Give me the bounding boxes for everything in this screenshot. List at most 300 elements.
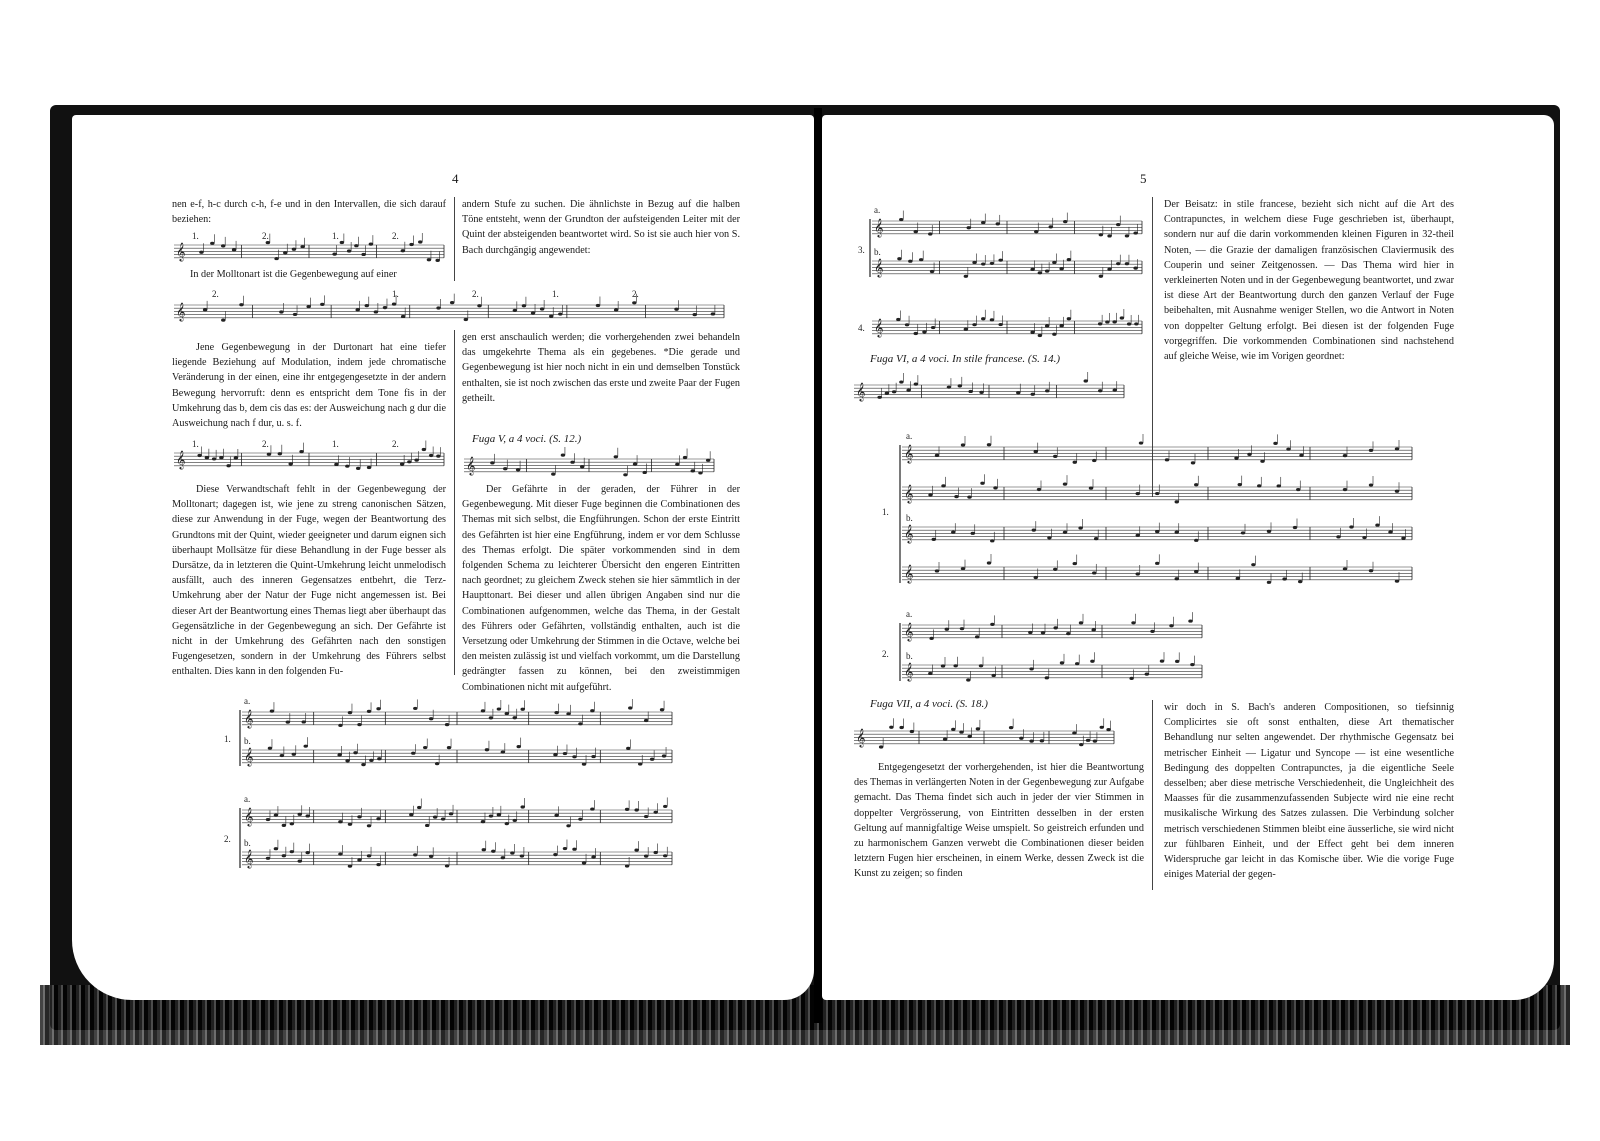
note-head (1094, 537, 1098, 540)
note-head (226, 464, 230, 467)
note-head (654, 851, 658, 854)
column-divider (454, 330, 455, 675)
note-head (1079, 743, 1083, 746)
note-head (447, 746, 451, 749)
column-divider (454, 197, 455, 281)
note-head (1034, 450, 1038, 453)
note-head (563, 847, 567, 850)
note-head (625, 808, 629, 811)
note-head (274, 814, 278, 817)
music-example-1 (172, 227, 448, 269)
note-head (947, 386, 951, 389)
note-head (941, 664, 945, 667)
note-head (520, 805, 524, 808)
note-head (197, 454, 201, 457)
note-head (972, 261, 976, 264)
note-head (1293, 526, 1297, 529)
note-head (1072, 731, 1076, 734)
note-head (288, 462, 292, 465)
note-head (931, 326, 935, 329)
note-head (1257, 484, 1261, 487)
note-head (1236, 577, 1240, 580)
note-head (501, 856, 505, 859)
note-head (1030, 330, 1034, 333)
note-head (1155, 562, 1159, 565)
note-head (1369, 449, 1373, 452)
note-head (578, 722, 582, 725)
note-head (591, 755, 595, 758)
note-head (1078, 526, 1082, 529)
note-head (376, 707, 380, 710)
clef-glyph: 𝄞 (856, 382, 866, 401)
note-head (1089, 487, 1093, 490)
note-head (908, 260, 912, 263)
left-col1-para4: Diese Verwandtschaft fehlt in der Gegenbewegung der Molltonart; dagegen ist, wie jene zu streng canonischen Sätzen, diese zur Anwendung in der Fuge, wegen der Beantwortung des Grundtons mit der Quint, wieder geeigneter und darum eignen sich überhaupt Mollsätze für diese Behandlung in der Fuge besser als Dursätze, da in letzteren die Quint-Umkehrung leicht unmelodisch ausfällt, auch des inneren Gegensatzes entbehrt, die Terz-Umkehrung aber der Natur der Fuge nicht angemessen ist. Bei dieser Art der Beantwortung eines Themas liegt aber überhaupt das Gegensätzliche in der Gegenbewegung an sich. Der Gefährte ist nicht in der Umkehrung des Gefährten nach den sonstigen Fugengesetzen, sondern in der Umkehrung des Führers selbst enthalten. Dies kann in den folgenden Fu- (172, 484, 446, 678)
note-head (582, 763, 586, 766)
note-head (1145, 672, 1149, 675)
note-head (505, 822, 509, 825)
note-head (967, 496, 971, 499)
note-head (644, 854, 648, 857)
left-col2-para2: gen erst anschaulich werden; die vorhergehenden zwei behandeln das umgekehrte Thema als ein gegebenes. *Die gerade und Gegenbewegung ist hier noch nicht in ein und demselben Tonstück enthalten, sie ist noch zwischen das erste und zweite Paar der Fugen getheilt. (462, 332, 740, 404)
note-head (968, 735, 972, 738)
note-head (1175, 660, 1179, 663)
note-head (1260, 460, 1264, 463)
note-head (572, 755, 576, 758)
note-head (1098, 322, 1102, 325)
note-head (490, 461, 494, 464)
note-head (1075, 662, 1079, 665)
note-head (1125, 262, 1129, 265)
note-head (899, 380, 903, 383)
note-head (1116, 223, 1120, 226)
note-head (943, 738, 947, 741)
note-head (981, 317, 985, 320)
note-head (266, 857, 270, 860)
note-head (369, 243, 373, 246)
note-head (638, 762, 642, 765)
note-head (367, 854, 371, 857)
right-col-top-text: Der Beisatz: in stile francese, bezieht sich nicht auf die Art des Contrapunctes, in welchem diese Fuge geschrieben ist, überhaupt, sondern nur auf die darin vorkommenden kleinen Figuren in 32-theil Noten, — die Grazie der damaligen französischen Claviermusik des Couperin und seiner Zeitgenossen. — Das Thema wird hier in verkleinerten Noten und in der Gegenbewegung beantwortet, und zwar ist diese Art der Beantwortung durch den ganzen Verlauf der Fuge beibehalten, mit Ausnahme weniger Stellen, wo die Antwort in Noten von doppelter Geltung erfolgt. Bei diesen ist der folgenden Fuge vorgegriffen. Die vorkommenden Combinationen sind nachstehend auf gleiche Weise, wie im Vorigen geordnet: (1164, 199, 1454, 363)
page-number: 4 (452, 171, 459, 186)
note-head (501, 750, 505, 753)
note-head (411, 752, 415, 755)
note-head (897, 257, 901, 260)
note-head (219, 456, 223, 459)
note-head (1034, 576, 1038, 579)
note-head (928, 493, 932, 496)
note-head (634, 848, 638, 851)
note-head (376, 817, 380, 820)
clef-glyph: 𝄞 (904, 524, 914, 543)
note-head (1194, 539, 1198, 542)
note-head (698, 471, 702, 474)
note-head (558, 312, 562, 315)
note-head (497, 707, 501, 710)
note-head (1165, 458, 1169, 461)
note-head (1047, 536, 1051, 539)
note-head (345, 465, 349, 468)
note-head (1129, 677, 1133, 680)
note-head (305, 851, 309, 854)
note-head (199, 251, 203, 254)
music-example-large-left (222, 690, 682, 900)
note-head (663, 805, 667, 808)
note-head (993, 486, 997, 489)
note-head (899, 218, 903, 221)
note-head (1175, 577, 1179, 580)
note-head (290, 850, 294, 853)
note-head (436, 306, 440, 309)
music-label: 2. (392, 231, 399, 241)
note-head (422, 448, 426, 451)
note-head (1107, 234, 1111, 237)
note-head (1045, 270, 1049, 273)
note-head (337, 753, 341, 756)
note-head (1084, 379, 1088, 382)
note-head (929, 637, 933, 640)
note-head (975, 635, 979, 638)
note-head (1273, 442, 1277, 445)
note-head (625, 864, 629, 867)
note-head (1113, 389, 1117, 392)
note-head (634, 808, 638, 811)
note-head (1343, 454, 1347, 457)
note-head (520, 708, 524, 711)
note-head (345, 759, 349, 762)
note-head (1063, 531, 1067, 534)
note-head (1038, 334, 1042, 337)
note-head (1092, 571, 1096, 574)
note-head (283, 251, 287, 254)
note-head (896, 318, 900, 321)
note-head (234, 456, 238, 459)
note-head (302, 720, 306, 723)
note-head (1032, 529, 1036, 532)
note-head (338, 853, 342, 856)
note-head (1134, 322, 1138, 325)
note-head (642, 471, 646, 474)
note-head (958, 384, 962, 387)
note-head (919, 258, 923, 261)
note-head (1041, 631, 1045, 634)
note-head (1091, 628, 1095, 631)
note-head (1053, 455, 1057, 458)
note-head (449, 812, 453, 815)
note-head (497, 813, 501, 816)
fuga-vii-caption: Fuga VII, a 4 voci. (S. 18.) (870, 698, 988, 710)
note-head (987, 443, 991, 446)
note-head (400, 462, 404, 465)
music-label: 2. (632, 289, 639, 299)
note-head (320, 303, 324, 306)
right-page (822, 115, 1554, 1000)
note-head (1191, 461, 1195, 464)
note-head (300, 245, 304, 248)
note-head (1099, 275, 1103, 278)
left-col1-para3: Jene Gegenbewegung in der Durtonart hat eine tiefer liegende Beziehung auf Modulation, indem jede chromatische Veränderung in der einen, eine ihr entgegengesetzte in der andern Bewegung hervorruft: denn es entspricht dem Tone fis in der Umkehrung das b, dem cis das es: der Ausweichung nach g dur die Ausweichung nach f dur, u. s. f. (172, 342, 446, 430)
note-head (274, 257, 278, 260)
note-head (632, 301, 636, 304)
note-head (1030, 268, 1034, 271)
note-head (905, 323, 909, 326)
note-head (334, 463, 338, 466)
note-head (450, 301, 454, 304)
music-label: 2. (882, 649, 889, 659)
note-head (998, 323, 1002, 326)
note-head (987, 561, 991, 564)
note-head (1169, 624, 1173, 627)
note-head (578, 818, 582, 821)
note-head (409, 813, 413, 816)
note-head (1045, 324, 1049, 327)
note-head (1105, 320, 1109, 323)
note-head (961, 443, 965, 446)
note-head (279, 310, 283, 313)
note-head (348, 711, 352, 714)
note-head (1031, 393, 1035, 396)
music-example-large-right (872, 425, 1432, 695)
note-head (554, 814, 558, 817)
music-label: b. (906, 651, 913, 661)
note-head (290, 822, 294, 825)
note-head (1067, 317, 1071, 320)
note-head (1029, 740, 1033, 743)
note-head (906, 389, 910, 392)
note-head (357, 858, 361, 861)
note-head (1045, 389, 1049, 392)
fuga-vi-caption: Fuga VI, a 4 voci. In stile francese. (S. 14.) (870, 353, 1061, 365)
note-head (1296, 488, 1300, 491)
note-head (1267, 530, 1271, 533)
note-head (1298, 580, 1302, 583)
note-head (981, 262, 985, 265)
note-head (971, 532, 975, 535)
music-label: 2. (262, 231, 269, 241)
note-head (489, 716, 493, 719)
note-head (491, 850, 495, 853)
note-head (1112, 320, 1116, 323)
note-head (885, 392, 889, 395)
note-head (1067, 258, 1071, 261)
music-label: 1. (552, 289, 559, 299)
note-head (590, 709, 594, 712)
note-head (614, 455, 618, 458)
note-head (425, 824, 429, 827)
left-col1-para1: nen e-f, h-c durch c-h, f-e und in den Intervallen, die sich darauf beziehen: (172, 199, 446, 226)
note-head (280, 754, 284, 757)
note-head (683, 456, 687, 459)
music-label: 3. (858, 245, 865, 255)
note-head (1092, 459, 1096, 462)
note-head (951, 531, 955, 534)
note-head (367, 466, 371, 469)
left-page (72, 115, 814, 1000)
note-head (991, 674, 995, 677)
music-label: 1. (192, 439, 199, 449)
note-head (267, 453, 271, 456)
note-head (1053, 568, 1057, 571)
note-head (357, 723, 361, 726)
note-head (305, 814, 309, 817)
note-head (1369, 483, 1373, 486)
music-fuga-vi-theme (852, 367, 1152, 407)
note-head (1238, 483, 1242, 486)
clef-glyph: 𝄞 (244, 807, 254, 826)
note-head (355, 308, 359, 311)
note-head (392, 302, 396, 305)
note-head (572, 848, 576, 851)
note-head (354, 244, 358, 247)
music-label: 1. (392, 289, 399, 299)
note-head (1133, 267, 1137, 270)
note-head (1028, 631, 1032, 634)
note-head (922, 330, 926, 333)
note-head (551, 473, 555, 476)
note-head (961, 567, 965, 570)
note-head (401, 315, 405, 318)
note-head (582, 861, 586, 864)
note-head (1133, 231, 1137, 234)
note-head (691, 469, 695, 472)
clef-glyph: 𝄞 (904, 622, 914, 641)
music-label: 2. (262, 439, 269, 449)
note-head (960, 627, 964, 630)
note-head (361, 253, 365, 256)
note-head (930, 270, 934, 273)
note-head (1136, 572, 1140, 575)
note-head (1282, 577, 1286, 580)
note-head (951, 728, 955, 731)
note-head (1395, 447, 1399, 450)
note-head (566, 824, 570, 827)
note-head (1100, 726, 1104, 729)
clef-glyph: 𝄞 (244, 849, 254, 868)
music-label: 1. (224, 734, 231, 744)
note-head (429, 855, 433, 858)
note-head (348, 823, 352, 826)
clef-glyph: 𝄞 (176, 242, 186, 261)
note-head (553, 753, 557, 756)
note-head (376, 863, 380, 866)
note-head (1037, 488, 1041, 491)
note-head (549, 315, 553, 318)
note-head (299, 450, 303, 453)
note-head (979, 391, 983, 394)
note-head (596, 304, 600, 307)
note-head (1160, 660, 1164, 663)
clef-glyph: 𝄞 (176, 450, 186, 469)
note-head (1194, 483, 1198, 486)
note-head (1049, 225, 1053, 228)
note-head (332, 253, 336, 256)
note-head (298, 860, 302, 863)
note-head (414, 458, 418, 461)
note-head (1286, 448, 1290, 451)
note-head (1375, 523, 1379, 526)
note-head (413, 853, 417, 856)
note-head (910, 730, 914, 733)
note-head (932, 538, 936, 541)
clef-glyph: 𝄞 (244, 747, 254, 766)
note-head (489, 814, 493, 817)
note-head (954, 495, 958, 498)
music-label: b. (874, 247, 881, 257)
note-head (941, 484, 945, 487)
note-head (340, 241, 344, 244)
clef-glyph: 𝄞 (466, 456, 476, 475)
column-divider (1152, 700, 1153, 890)
note-head (1139, 441, 1143, 444)
note-head (1038, 271, 1042, 274)
note-head (711, 312, 715, 315)
note-head (892, 390, 896, 393)
music-label: 2. (472, 289, 479, 299)
note-head (1188, 619, 1192, 622)
clef-glyph: 𝄞 (874, 318, 884, 337)
note-head (964, 328, 968, 331)
note-head (990, 262, 994, 265)
note-head (1127, 322, 1131, 325)
music-fuga-v-theme (462, 447, 738, 479)
note-head (1277, 484, 1281, 487)
note-head (436, 455, 440, 458)
note-head (706, 459, 710, 462)
page-number: 5 (1140, 171, 1147, 186)
music-label: 1. (332, 439, 339, 449)
note-head (531, 311, 535, 314)
note-head (693, 313, 697, 316)
note-head (503, 467, 507, 470)
note-head (674, 308, 678, 311)
note-head (590, 807, 594, 810)
note-head (663, 854, 667, 857)
note-head (1125, 234, 1129, 237)
note-head (1040, 739, 1044, 742)
note-head (1019, 737, 1023, 740)
note-head (1073, 461, 1077, 464)
note-head (513, 819, 517, 822)
note-head (1299, 454, 1303, 457)
note-head (427, 258, 431, 261)
note-head (517, 745, 521, 748)
note-head (990, 623, 994, 626)
note-head (614, 308, 618, 311)
note-head (481, 709, 485, 712)
note-head (914, 383, 918, 386)
note-head (981, 221, 985, 224)
note-head (445, 723, 449, 726)
note-head (516, 468, 520, 471)
note-head (1009, 726, 1013, 729)
note-head (580, 465, 584, 468)
note-head (377, 757, 381, 760)
note-head (1136, 534, 1140, 537)
note-head (980, 482, 984, 485)
music-fuga-vii-theme (852, 713, 1142, 753)
fuga-v-caption: Fuga V, a 4 voci. (S. 12.) (472, 433, 582, 445)
note-head (1241, 531, 1245, 534)
note-head (210, 242, 214, 245)
note-head (964, 275, 968, 278)
note-head (1343, 488, 1347, 491)
note-head (914, 230, 918, 233)
note-head (644, 719, 648, 722)
note-head (292, 753, 296, 756)
music-label: a. (244, 696, 251, 706)
note-head (356, 467, 360, 470)
note-head (413, 707, 417, 710)
